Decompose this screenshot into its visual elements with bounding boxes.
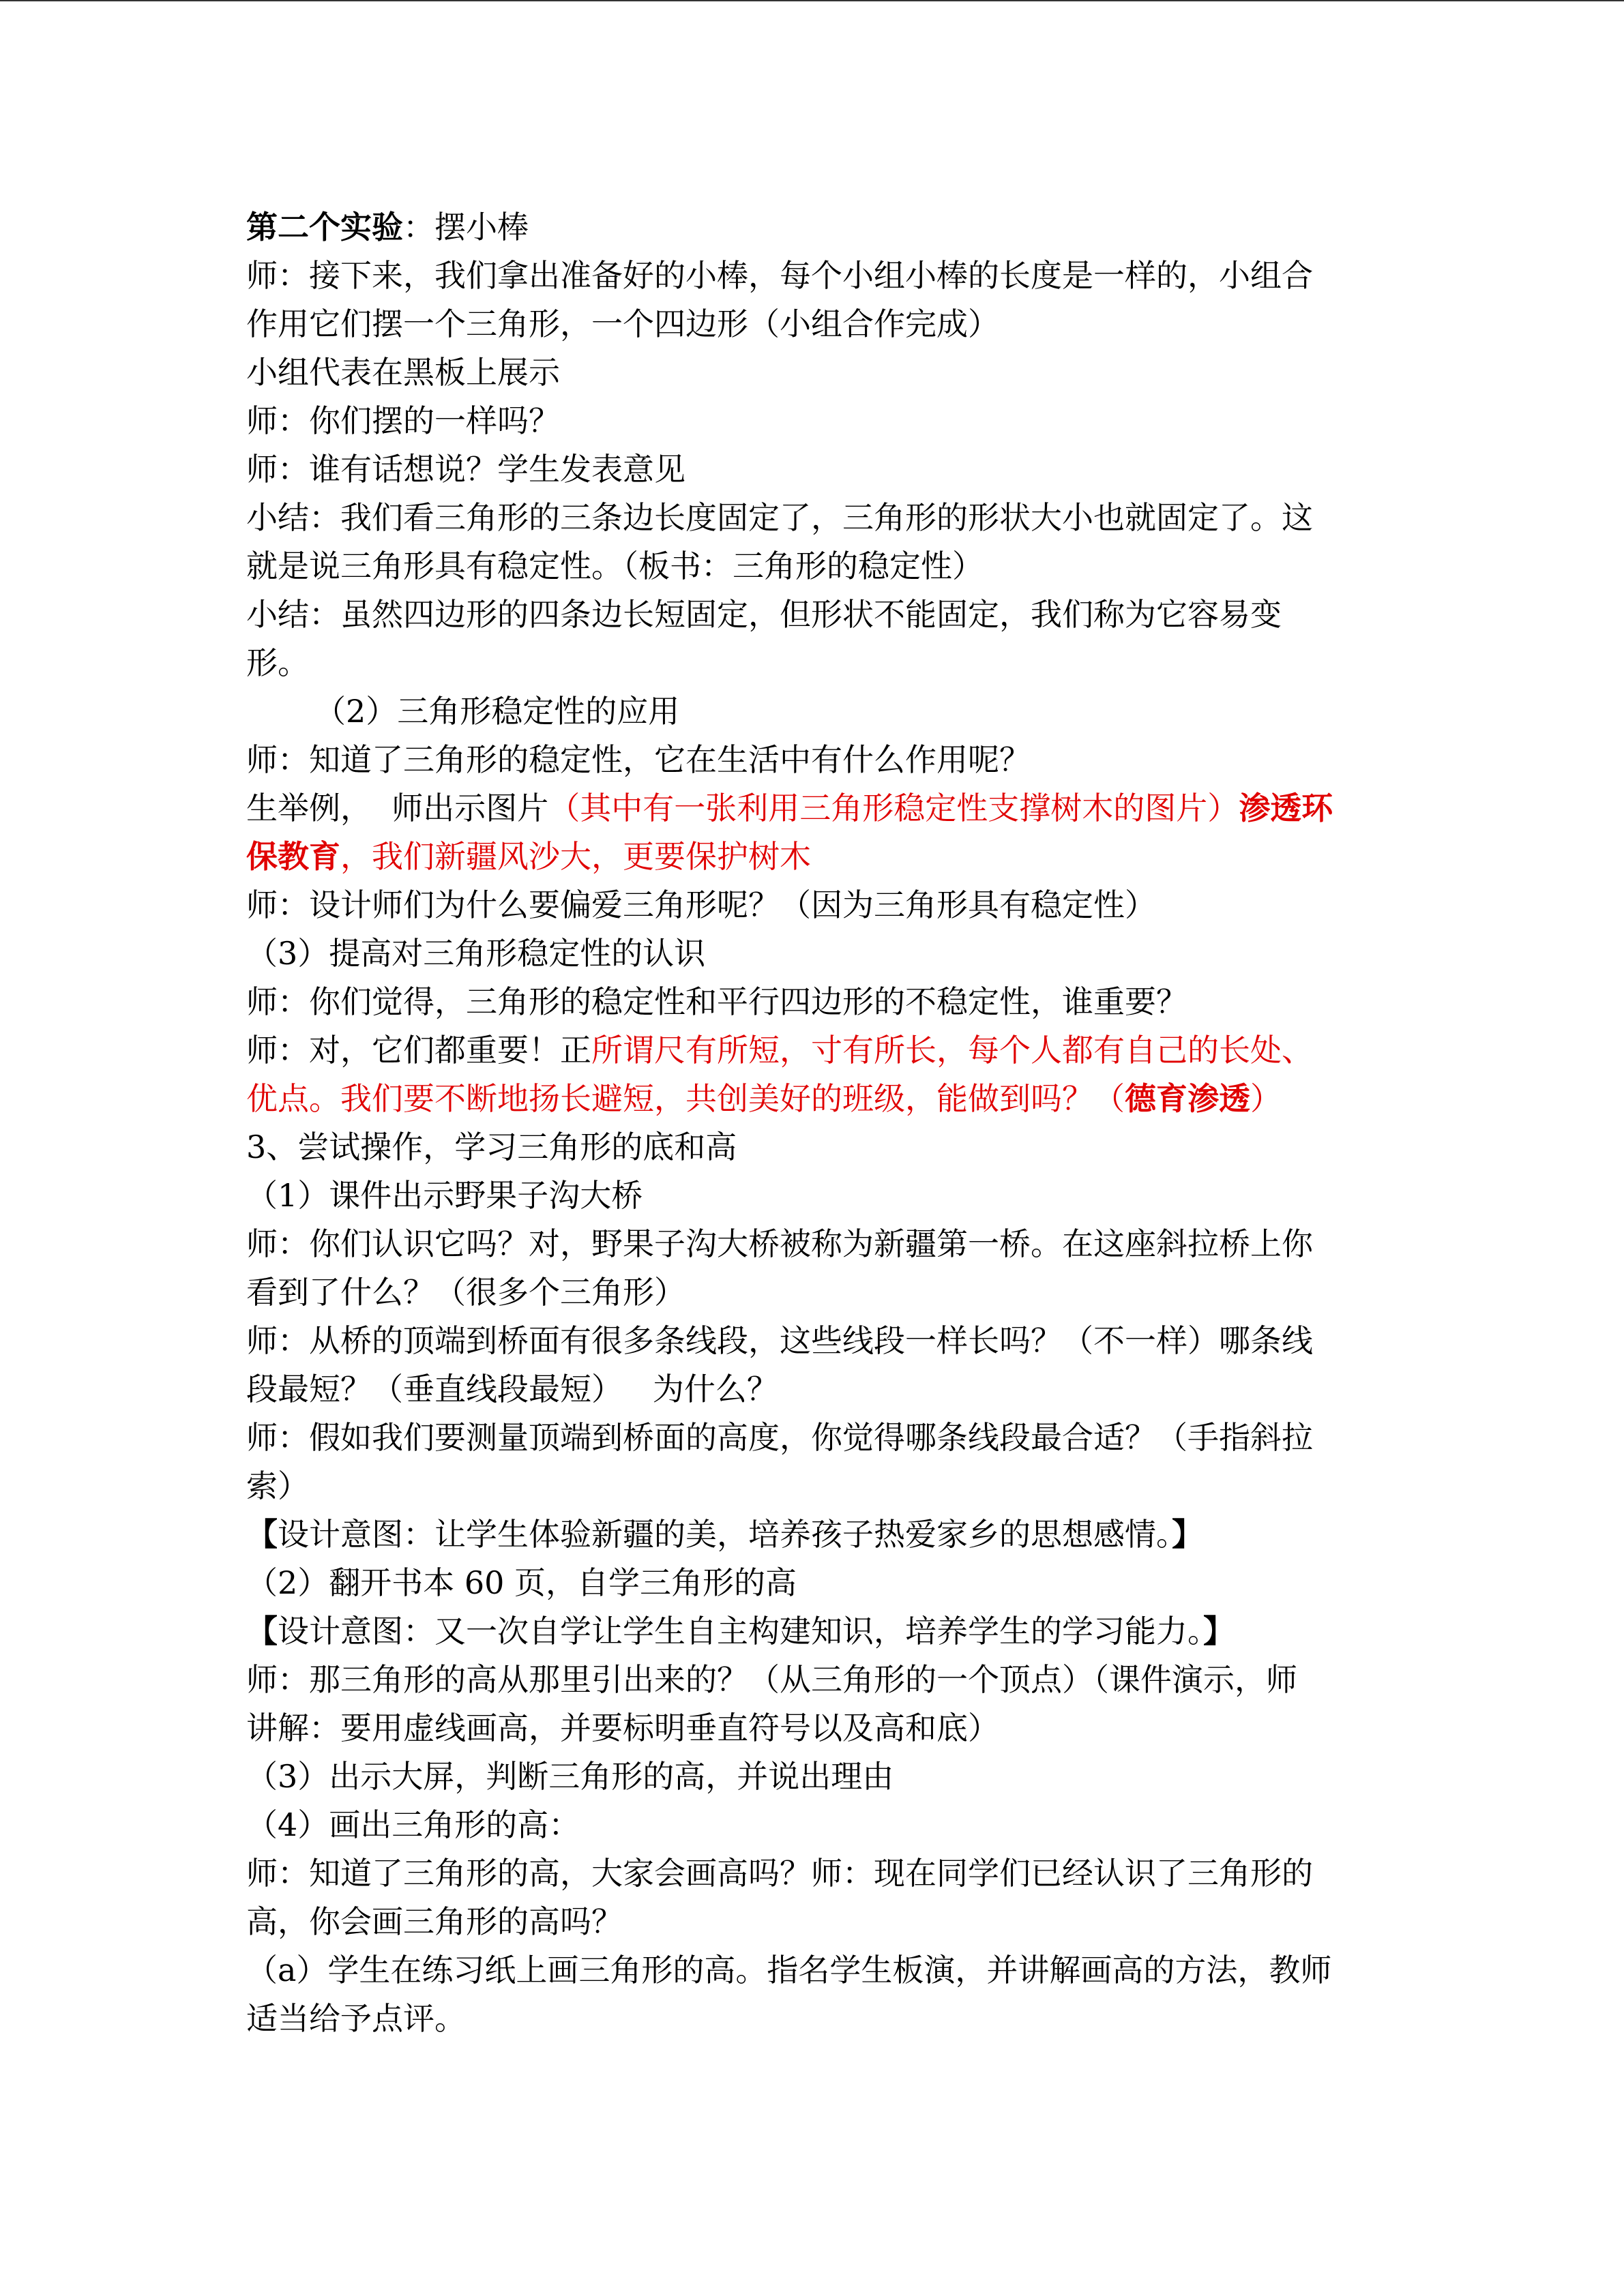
text-run: （2）翻开书本 60 页，自学三角形的高 [246, 1564, 797, 1601]
text-run: （a）学生在练习纸上画三角形的高。指名学生板演，并讲解画高的方法，教师 [246, 1952, 1332, 1988]
text-run: 第二个实验 [246, 209, 403, 245]
text-line [246, 881, 1378, 929]
text-run: ：摆小棒 [403, 209, 529, 245]
text-run: 师：知道了三角形的高，大家会画高吗？师：现在同学们已经认识了三角形的 [246, 1855, 1313, 1892]
text-run: 设计意图：又一次自学让学生自主构建知识，培养学生的学习能力。 [278, 1613, 1203, 1650]
text-run: 形。 [246, 644, 309, 681]
text-run: 段最短？（垂直线段最短） 为什么？ [246, 1371, 778, 1407]
text-line [246, 348, 1378, 397]
text-run: 师：从桥的顶端到桥面有很多条线段，这些线段一样长吗？（不一样）哪条线 [246, 1322, 1313, 1359]
text-run: 师：接下来，我们拿出准备好的小棒，每个小组小棒的长度是一样的，小组合 [246, 257, 1313, 294]
text-line [246, 1220, 1378, 1268]
text-run: 小组代表在黑板上展示 [246, 354, 560, 391]
text-run: 3、尝试操作，学习三角形的底和高 [246, 1129, 737, 1165]
text-line [246, 1123, 1378, 1172]
text-line [246, 1172, 1378, 1220]
highlighted-text: 优点。我们要不断地扬长避短，共创美好的班级，能做到吗？（ [246, 1080, 1125, 1117]
text-run: 师：谁有话想说？学生发表意见 [246, 451, 685, 488]
text-line [246, 978, 1378, 1026]
text-line [246, 542, 1378, 591]
text-line [246, 397, 1378, 445]
text-line [246, 1849, 1378, 1898]
text-line [246, 1365, 1378, 1414]
text-run: 小结：我们看三角形的三条边长度固定了，三角形的形状大小也就固定了。这 [246, 499, 1313, 536]
text-line [246, 252, 1378, 300]
text-line [246, 1414, 1378, 1462]
text-run: 师：你们认识它吗？对，野果子沟大桥被称为新疆第一桥。在这座斜拉桥上你 [246, 1225, 1313, 1262]
text-run: 就是说三角形具有稳定性。（板书：三角形的稳定性） [246, 548, 984, 584]
text-line [246, 1946, 1378, 1995]
text-run: 【 [246, 1516, 278, 1553]
text-line [246, 591, 1378, 639]
text-run: 看到了什么？（很多个三角形） [246, 1274, 685, 1311]
text-line [246, 1656, 1378, 1704]
text-line [246, 1317, 1378, 1365]
text-run: （3）出示大屏，判断三角形的高，并说出理由 [246, 1758, 894, 1795]
text-run: 小结：虽然四边形的四条边长短固定，但形状不能固定，我们称为它容易变 [246, 596, 1282, 633]
text-line [246, 1462, 1378, 1510]
highlighted-text: 保教育 [246, 838, 340, 875]
text-run: 师：假如我们要测量顶端到桥面的高度，你觉得哪条线段最合适？（手指斜拉 [246, 1419, 1313, 1456]
text-line [246, 300, 1378, 348]
text-line [246, 494, 1378, 542]
text-line [246, 1704, 1378, 1753]
text-line [246, 445, 1378, 494]
text-run: （1）课件出示野果子沟大桥 [246, 1177, 643, 1214]
text-line [246, 1559, 1378, 1607]
text-run: 设计意图：让学生体验新疆的美，培养孩子热爱家乡的思想感情。 [278, 1516, 1172, 1553]
text-run: 生举例， 师出示图片 [246, 790, 549, 826]
text-line [246, 687, 1378, 736]
text-line [246, 929, 1378, 978]
text-line [246, 1607, 1378, 1656]
text-run: 师：你们摆的一样吗？ [246, 402, 560, 439]
text-run: 师：设计师们为什么要偏爱三角形呢？（因为三角形具有稳定性） [246, 886, 1156, 923]
text-run: 师：你们觉得，三角形的稳定性和平行四边形的不稳定性，谁重要？ [246, 983, 1187, 1020]
document-body [246, 203, 1378, 2043]
text-line [246, 203, 1378, 252]
text-line [246, 639, 1378, 687]
text-run: 师：知道了三角形的稳定性，它在生活中有什么作用呢？ [246, 741, 1031, 778]
text-line [246, 1995, 1378, 2043]
text-line [246, 1801, 1378, 1849]
highlighted-text: 渗透环 [1239, 790, 1333, 826]
text-run: 高，你会画三角形的高吗？ [246, 1903, 623, 1940]
highlighted-text: （其中有一张利用三角形稳定性支撑树木的图片） [548, 790, 1239, 826]
text-run: 适当给予点评。 [246, 2000, 466, 2037]
text-run: 讲解：要用虚线画高，并要标明垂直符号以及高和底） [246, 1710, 999, 1746]
text-line [246, 1898, 1378, 1946]
text-run: （3）提高对三角形稳定性的认识 [246, 935, 706, 972]
text-run: 作用它们摆一个三角形，一个四边形（小组合作完成） [246, 305, 999, 342]
text-run: （2）三角形稳定性的应用 [314, 693, 680, 730]
text-line [246, 833, 1378, 881]
text-line [246, 784, 1378, 833]
text-line [246, 1510, 1378, 1559]
text-line [246, 1026, 1378, 1075]
text-run: 师：那三角形的高从那里引出来的？（从三角形的一个顶点）（课件演示，师 [246, 1661, 1297, 1698]
highlighted-text: ） [1250, 1080, 1282, 1117]
highlighted-text: ，我们新疆风沙大，更要保护树木 [340, 838, 811, 875]
text-run: 索） [246, 1467, 309, 1504]
text-run: 【 [246, 1613, 278, 1650]
text-run: （4）画出三角形的高： [246, 1806, 580, 1843]
text-run: 】 [1203, 1613, 1235, 1650]
highlighted-text: 德育渗透 [1125, 1080, 1250, 1117]
text-line [246, 736, 1378, 784]
text-line [246, 1753, 1378, 1801]
highlighted-text: 所谓尺有所短，寸有所长，每个人都有自己的长处、 [591, 1032, 1313, 1069]
text-run: 】 [1172, 1516, 1203, 1553]
text-run: 师：对，它们都重要！正 [246, 1032, 591, 1069]
text-line [246, 1075, 1378, 1123]
text-line [246, 1268, 1378, 1317]
